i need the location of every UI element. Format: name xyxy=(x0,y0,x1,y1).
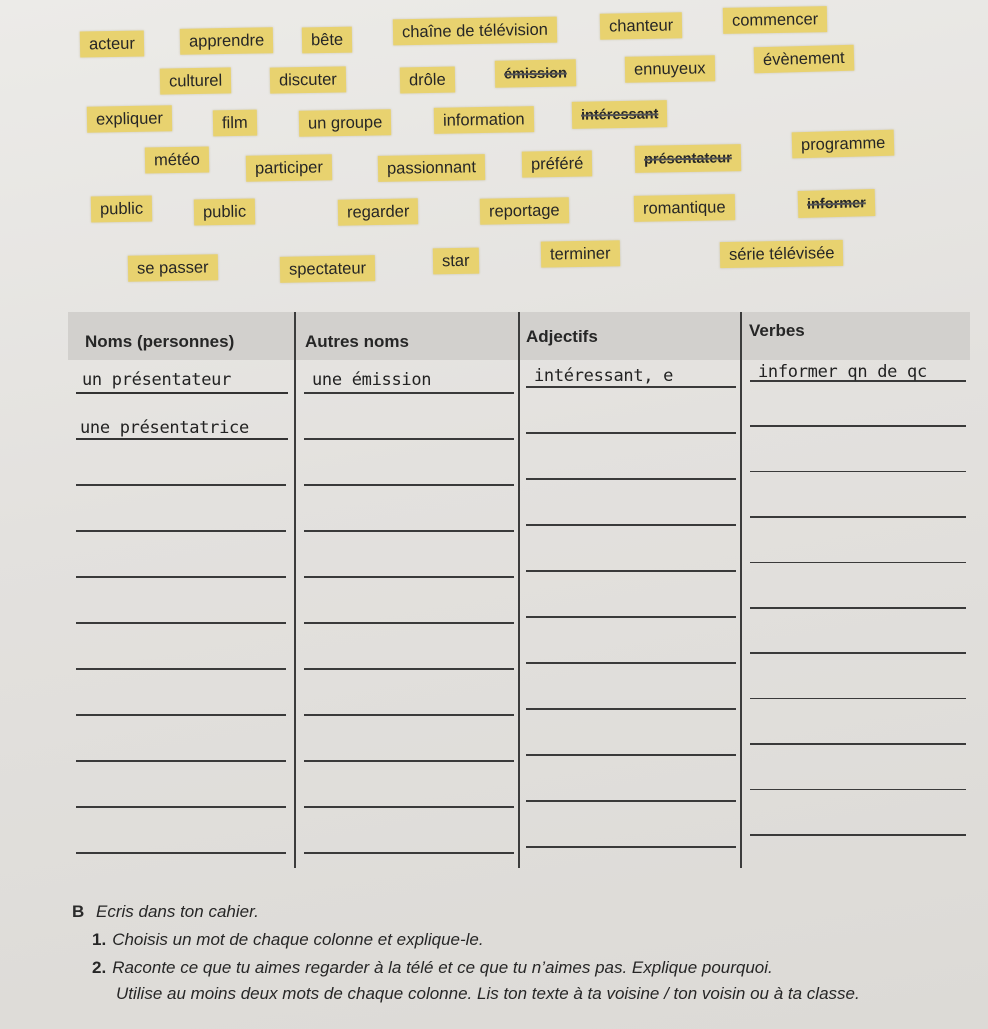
word-chip: spectateur xyxy=(280,255,375,283)
answer-line xyxy=(76,806,286,808)
answer-line xyxy=(76,714,286,716)
answer-line xyxy=(76,530,286,532)
answer-line xyxy=(526,662,736,664)
handwritten-entry: une présentatrice xyxy=(80,418,249,438)
word-chip: évènement xyxy=(754,45,854,74)
word-chip-crossed: informer xyxy=(798,189,876,218)
answer-line xyxy=(750,834,966,836)
answer-line xyxy=(76,576,286,578)
handwritten-entry: un présentateur xyxy=(82,370,232,390)
column-header-autres-noms: Autres noms xyxy=(305,332,409,351)
vocabulary-table xyxy=(68,304,970,866)
word-chip: apprendre xyxy=(180,27,274,55)
answer-line xyxy=(526,524,736,526)
word-chip: discuter xyxy=(270,66,346,93)
answer-line xyxy=(304,622,514,624)
answer-line xyxy=(750,425,966,427)
answer-line xyxy=(750,789,966,791)
answer-line xyxy=(526,754,736,756)
answer-line xyxy=(304,484,514,486)
answer-line xyxy=(750,743,966,745)
instructions-title: Ecris dans ton cahier. xyxy=(96,902,259,921)
instruction-item xyxy=(92,958,773,978)
instruction-text: Utilise au moins deux mots de chaque colonne. Lis ton texte à ta voisine / ton voisin ou à ta classe. xyxy=(116,984,860,1003)
handwritten-underline xyxy=(76,392,288,394)
word-chip: regarder xyxy=(338,198,419,225)
instruction-item xyxy=(92,930,484,950)
word-chip-crossed: présentateur xyxy=(635,144,741,173)
answer-line xyxy=(750,652,966,654)
answer-line xyxy=(304,806,514,808)
handwritten-underline xyxy=(76,438,288,440)
column-divider xyxy=(518,312,520,868)
handwritten-entry: intéressant, e xyxy=(534,366,674,386)
word-chip: préféré xyxy=(522,150,593,177)
column-header-noms-personnes: Noms (personnes) xyxy=(85,332,235,351)
answer-line xyxy=(750,698,966,700)
answer-line xyxy=(304,668,514,670)
handwritten-entry: informer qn de qc xyxy=(758,362,927,382)
instruction-text: Choisis un mot de chaque colonne et explique-le. xyxy=(112,930,484,949)
section-letter: B xyxy=(72,902,85,921)
answer-line xyxy=(526,386,736,388)
answer-line xyxy=(526,800,736,802)
answer-line xyxy=(304,852,514,854)
word-chip: star xyxy=(433,248,479,275)
word-chip: passionnant xyxy=(378,154,485,182)
answer-line xyxy=(304,714,514,716)
word-chip: participer xyxy=(246,154,332,181)
handwritten-entry: une émission xyxy=(312,370,432,390)
word-chip: reportage xyxy=(480,197,569,225)
instruction-item xyxy=(116,984,860,1004)
word-chip-crossed: émission xyxy=(495,59,576,87)
instruction-number: 2. xyxy=(92,958,107,977)
word-chip: terminer xyxy=(541,240,620,267)
answer-line xyxy=(526,708,736,710)
word-chip: information xyxy=(434,106,534,134)
word-chip: série télévisée xyxy=(720,240,844,268)
column-divider xyxy=(740,312,742,868)
column-header-verbes: Verbes xyxy=(749,321,805,340)
word-chip: acteur xyxy=(80,30,144,57)
answer-line xyxy=(526,478,736,480)
answer-line xyxy=(304,576,514,578)
instruction-text: Raconte ce que tu aimes regarder à la télé et ce que tu n’aimes pas. Explique pourquoi. xyxy=(112,958,773,977)
word-chip: ennuyeux xyxy=(625,55,715,83)
answer-line xyxy=(76,668,286,670)
answer-line xyxy=(750,607,966,609)
column-header-adjectifs: Adjectifs xyxy=(526,327,598,346)
answer-line xyxy=(750,471,966,473)
answer-line xyxy=(526,432,736,434)
word-chip: film xyxy=(213,110,257,137)
answer-line xyxy=(750,516,966,518)
column-divider xyxy=(294,312,296,868)
answer-line xyxy=(76,622,286,624)
word-chip: météo xyxy=(145,146,209,173)
word-chip: public xyxy=(194,198,256,225)
word-chip: chaîne de télévision xyxy=(393,17,557,46)
word-chip: public xyxy=(91,195,153,222)
answer-line xyxy=(526,570,736,572)
answer-line xyxy=(304,760,514,762)
word-chip: un groupe xyxy=(299,109,392,137)
word-chip: commencer xyxy=(723,6,828,34)
answer-line xyxy=(750,562,966,564)
word-chip: bête xyxy=(302,27,353,54)
answer-line xyxy=(304,392,514,394)
answer-line xyxy=(76,852,286,854)
instruction-number: 1. xyxy=(92,930,107,949)
word-chip-crossed: intéressant xyxy=(572,100,668,129)
word-chip: culturel xyxy=(160,67,232,94)
answer-line xyxy=(76,760,286,762)
answer-line xyxy=(304,530,514,532)
answer-line xyxy=(76,484,286,486)
word-chip: se passer xyxy=(128,254,218,282)
word-chip: programme xyxy=(792,130,895,159)
word-chip: romantique xyxy=(634,194,735,222)
word-chip: chanteur xyxy=(600,12,683,39)
answer-line xyxy=(304,438,514,440)
answer-line xyxy=(526,846,736,848)
word-chip: expliquer xyxy=(87,105,172,132)
answer-line xyxy=(526,616,736,618)
word-chip: drôle xyxy=(400,67,455,94)
